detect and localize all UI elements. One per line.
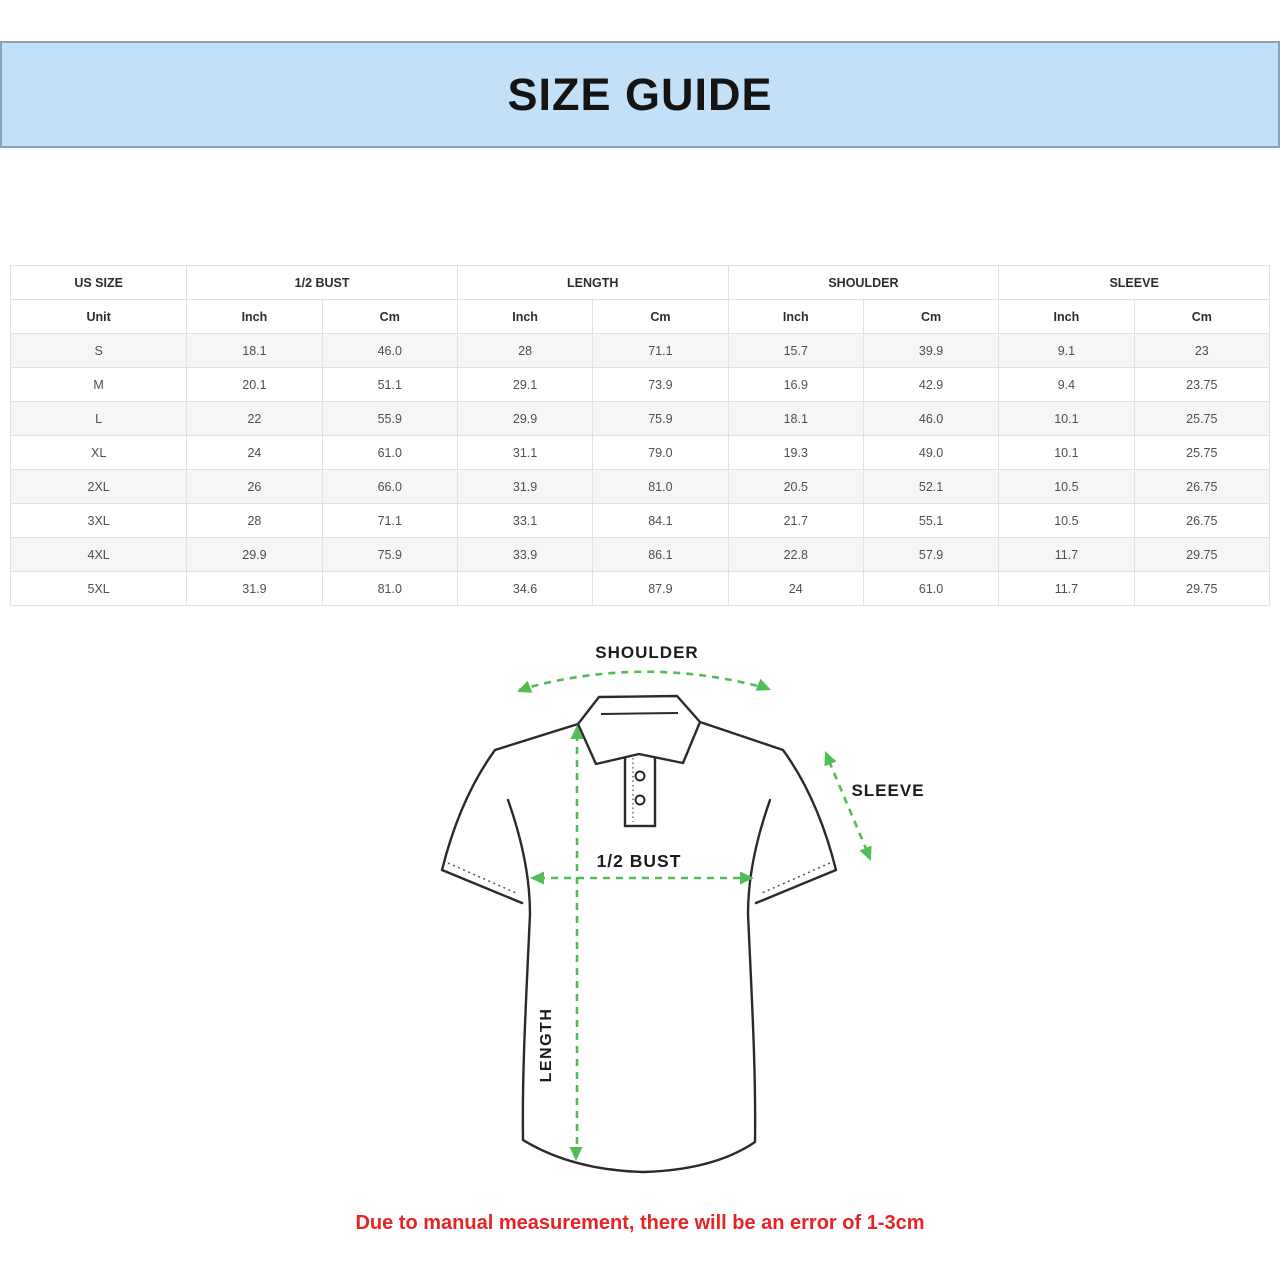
value-cell: 61.0 bbox=[863, 572, 998, 606]
value-cell: 46.0 bbox=[863, 402, 998, 436]
table-row bbox=[11, 436, 1270, 470]
placket-button bbox=[636, 796, 645, 805]
value-cell: 52.1 bbox=[863, 470, 998, 504]
sleeve-measure-line bbox=[829, 761, 867, 851]
value-cell: 19.3 bbox=[728, 436, 863, 470]
size-guide-banner bbox=[0, 41, 1280, 148]
table-row bbox=[11, 572, 1270, 606]
value-cell: 29.1 bbox=[457, 368, 592, 402]
value-cell: 25.75 bbox=[1134, 436, 1269, 470]
table-row bbox=[11, 504, 1270, 538]
value-cell: 29.9 bbox=[187, 538, 322, 572]
size-cell: L bbox=[11, 402, 187, 436]
shirt-right-sleeve-outline bbox=[700, 722, 836, 903]
value-cell: 15.7 bbox=[728, 334, 863, 368]
column-header-shoulder: SHOULDER bbox=[728, 266, 999, 300]
value-cell: 28 bbox=[187, 504, 322, 538]
page-title: SIZE GUIDE bbox=[507, 68, 773, 120]
shoulder-label: SHOULDER bbox=[595, 643, 699, 662]
unit-header: Inch bbox=[999, 300, 1134, 334]
value-cell: 73.9 bbox=[593, 368, 728, 402]
value-cell: 39.9 bbox=[863, 334, 998, 368]
value-cell: 71.1 bbox=[593, 334, 728, 368]
value-cell: 71.1 bbox=[322, 504, 457, 538]
table-row bbox=[11, 470, 1270, 504]
value-cell: 34.6 bbox=[457, 572, 592, 606]
value-cell: 66.0 bbox=[322, 470, 457, 504]
length-label: LENGTH bbox=[538, 1007, 555, 1083]
value-cell: 9.4 bbox=[999, 368, 1134, 402]
shoulder-arrowhead-right bbox=[756, 679, 774, 696]
value-cell: 9.1 bbox=[999, 334, 1134, 368]
value-cell: 29.9 bbox=[457, 402, 592, 436]
value-cell: 31.9 bbox=[457, 470, 592, 504]
unit-header: Cm bbox=[593, 300, 728, 334]
size-cell: 3XL bbox=[11, 504, 187, 538]
value-cell: 24 bbox=[187, 436, 322, 470]
polo-shirt-measurement-diagram bbox=[380, 630, 980, 1210]
unit-header: Unit bbox=[11, 300, 187, 334]
shirt-collar bbox=[578, 696, 700, 764]
size-cell: S bbox=[11, 334, 187, 368]
shirt-placket bbox=[625, 752, 655, 826]
column-header-us-size: US SIZE bbox=[11, 266, 187, 300]
unit-header: Cm bbox=[863, 300, 998, 334]
value-cell: 81.0 bbox=[593, 470, 728, 504]
value-cell: 75.9 bbox=[593, 402, 728, 436]
value-cell: 28 bbox=[457, 334, 592, 368]
value-cell: 86.1 bbox=[593, 538, 728, 572]
unit-header: Inch bbox=[457, 300, 592, 334]
value-cell: 24 bbox=[728, 572, 863, 606]
column-header-half-bust: 1/2 BUST bbox=[187, 266, 458, 300]
value-cell: 87.9 bbox=[593, 572, 728, 606]
value-cell: 29.75 bbox=[1134, 538, 1269, 572]
value-cell: 61.0 bbox=[322, 436, 457, 470]
table-row bbox=[11, 368, 1270, 402]
table-row bbox=[11, 334, 1270, 368]
sleeve-arrowhead-down bbox=[860, 846, 877, 864]
value-cell: 42.9 bbox=[863, 368, 998, 402]
size-cell: M bbox=[11, 368, 187, 402]
value-cell: 29.75 bbox=[1134, 572, 1269, 606]
value-cell: 11.7 bbox=[999, 538, 1134, 572]
value-cell: 18.1 bbox=[728, 402, 863, 436]
value-cell: 55.9 bbox=[322, 402, 457, 436]
collar-band-line bbox=[601, 713, 678, 714]
sleeve-label: SLEEVE bbox=[851, 781, 925, 800]
value-cell: 26.75 bbox=[1134, 470, 1269, 504]
value-cell: 16.9 bbox=[728, 368, 863, 402]
value-cell: 23 bbox=[1134, 334, 1269, 368]
column-header-length: LENGTH bbox=[457, 266, 728, 300]
size-cell: 2XL bbox=[11, 470, 187, 504]
unit-header: Inch bbox=[728, 300, 863, 334]
length-arrowhead-down bbox=[570, 1147, 583, 1161]
value-cell: 33.9 bbox=[457, 538, 592, 572]
table-unit-header-row bbox=[11, 300, 1270, 334]
table-group-header-row bbox=[11, 266, 1270, 300]
value-cell: 10.5 bbox=[999, 504, 1134, 538]
value-cell: 81.0 bbox=[322, 572, 457, 606]
value-cell: 18.1 bbox=[187, 334, 322, 368]
value-cell: 26 bbox=[187, 470, 322, 504]
value-cell: 20.5 bbox=[728, 470, 863, 504]
value-cell: 10.1 bbox=[999, 402, 1134, 436]
value-cell: 10.5 bbox=[999, 470, 1134, 504]
bust-label: 1/2 BUST bbox=[596, 851, 682, 871]
value-cell: 79.0 bbox=[593, 436, 728, 470]
value-cell: 20.1 bbox=[187, 368, 322, 402]
shoulder-arrowhead-left bbox=[515, 681, 533, 698]
value-cell: 10.1 bbox=[999, 436, 1134, 470]
value-cell: 26.75 bbox=[1134, 504, 1269, 538]
bust-arrowhead-left bbox=[530, 872, 544, 885]
value-cell: 75.9 bbox=[322, 538, 457, 572]
table-row bbox=[11, 402, 1270, 436]
value-cell: 22.8 bbox=[728, 538, 863, 572]
unit-header: Cm bbox=[1134, 300, 1269, 334]
value-cell: 21.7 bbox=[728, 504, 863, 538]
size-cell: 4XL bbox=[11, 538, 187, 572]
value-cell: 49.0 bbox=[863, 436, 998, 470]
measurement-disclaimer: Due to manual measurement, there will be an error of 1-3cm bbox=[355, 1212, 925, 1234]
table-row bbox=[11, 538, 1270, 572]
value-cell: 57.9 bbox=[863, 538, 998, 572]
right-cuff-stitch bbox=[762, 863, 830, 893]
column-header-sleeve: SLEEVE bbox=[999, 266, 1270, 300]
value-cell: 55.1 bbox=[863, 504, 998, 538]
value-cell: 51.1 bbox=[322, 368, 457, 402]
value-cell: 84.1 bbox=[593, 504, 728, 538]
value-cell: 31.9 bbox=[187, 572, 322, 606]
value-cell: 46.0 bbox=[322, 334, 457, 368]
size-table bbox=[10, 265, 1270, 606]
value-cell: 31.1 bbox=[457, 436, 592, 470]
shirt-left-sleeve-outline bbox=[442, 724, 578, 903]
sleeve-arrowhead-up bbox=[819, 748, 836, 766]
left-cuff-stitch bbox=[448, 863, 516, 893]
shoulder-measure-arc bbox=[519, 672, 769, 690]
unit-header: Cm bbox=[322, 300, 457, 334]
placket-button bbox=[636, 772, 645, 781]
value-cell: 33.1 bbox=[457, 504, 592, 538]
unit-header: Inch bbox=[187, 300, 322, 334]
value-cell: 11.7 bbox=[999, 572, 1134, 606]
value-cell: 23.75 bbox=[1134, 368, 1269, 402]
size-cell: 5XL bbox=[11, 572, 187, 606]
value-cell: 25.75 bbox=[1134, 402, 1269, 436]
value-cell: 22 bbox=[187, 402, 322, 436]
size-cell: XL bbox=[11, 436, 187, 470]
